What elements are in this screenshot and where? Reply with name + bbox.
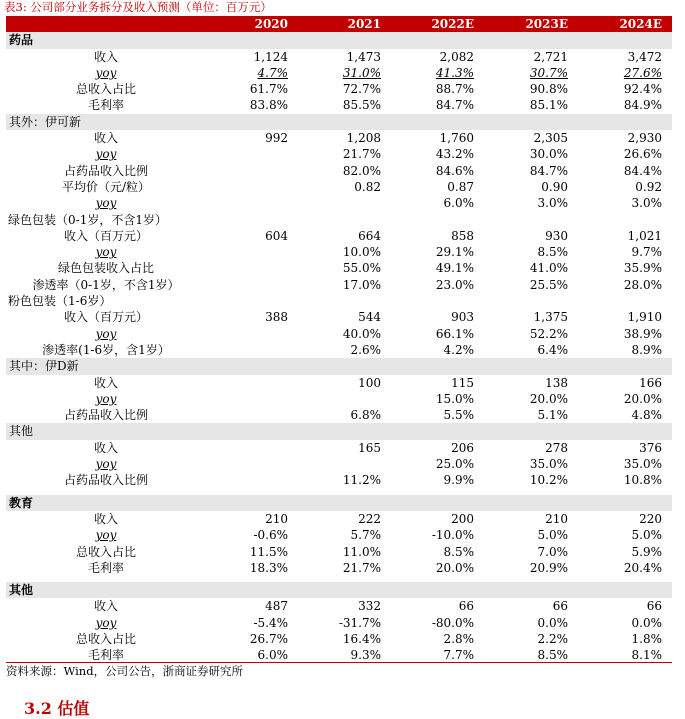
row-label: 总收入占比 [75,544,136,559]
value-cell: 930 [545,228,568,243]
value-cell: 115 [451,375,474,390]
value-cell: -80.0% [431,615,474,630]
value-cell: 2,305 [533,131,568,146]
value-cell: 0.92 [635,179,662,194]
table-row [6,179,672,195]
header-year: 2023E [525,17,568,31]
value-cell: 15.0% [435,391,474,406]
value-cell: 16.4% [342,631,381,646]
value-cell: 0.0% [631,615,662,630]
value-cell: 20.0% [435,560,474,575]
value-cell: 9.7% [631,245,662,260]
value-cell: 1.8% [631,631,662,646]
value-cell: 30.7% [529,65,568,80]
row-label: 粉色包装（1-6岁） [8,294,112,309]
value-cell: 35.9% [623,261,662,276]
value-cell: 8.9% [631,342,662,357]
value-cell: 84.7% [435,98,474,113]
value-cell: 2.6% [350,342,381,357]
value-cell: 8.1% [631,648,662,663]
table-row [6,631,672,647]
section-row [6,582,672,598]
value-cell: 6.0% [443,196,474,211]
value-cell: 210 [545,511,568,526]
value-cell: 26.7% [249,631,288,646]
value-cell: 664 [358,228,381,243]
value-cell: 82.0% [342,163,381,178]
value-cell: 5.7% [350,528,381,543]
value-cell: 11.2% [342,473,381,488]
value-cell: 26.6% [623,147,662,162]
value-cell: 1,021 [627,228,662,243]
value-cell: 1,208 [346,131,381,146]
value-cell: 388 [265,310,288,325]
value-cell: 23.0% [435,277,474,292]
table-row [6,49,672,65]
value-cell: 5.0% [537,528,568,543]
value-cell: 3.0% [631,196,662,211]
value-cell: 4.7% [257,65,288,80]
table-row [6,309,672,325]
section-heading: 3.2 估值 [24,699,90,718]
value-cell: 35.0% [529,457,568,472]
revenue-forecast-table [6,16,672,664]
value-cell: 376 [639,440,662,455]
value-cell: 8.5% [537,648,568,663]
table-row [6,163,672,179]
section-label: 其他 [9,583,34,598]
value-cell: 31.0% [342,65,381,80]
row-label: yoy [95,391,117,406]
value-cell: 66 [646,599,662,614]
value-cell: 40.0% [342,326,381,341]
table-bottom-rule [6,662,672,663]
value-cell: -10.0% [431,528,474,543]
value-cell: 66 [458,599,474,614]
value-cell: 3,472 [627,49,662,64]
table-row [6,293,672,309]
value-cell: 220 [639,511,662,526]
table-row [6,260,672,276]
value-cell: 0.87 [447,179,474,194]
value-cell: 52.2% [529,326,568,341]
row-label: yoy [95,196,117,211]
value-cell: 41.3% [435,65,474,80]
table-row [6,440,672,456]
value-cell: 88.7% [435,82,474,97]
row-label: yoy [95,65,117,80]
table-row [6,598,672,614]
value-cell: 206 [451,440,474,455]
value-cell: 55.0% [342,261,381,276]
section-label: 其中：伊D新 [9,359,79,374]
section-label: 教育 [9,495,34,510]
value-cell: 1,124 [253,49,288,64]
value-cell: 6.8% [350,408,381,423]
value-cell: 21.7% [342,560,381,575]
row-label: 绿色包装（0-1岁，不含1岁） [8,212,167,227]
value-cell: 61.7% [249,82,288,97]
value-cell: 222 [358,511,381,526]
row-label: 总收入占比 [75,82,136,97]
value-cell: 0.90 [541,179,568,194]
value-cell: 10.2% [529,473,568,488]
row-label: 平均价（元/粒） [61,179,151,194]
section-label: 其外：伊可新 [9,114,82,129]
table-row [6,615,672,631]
value-cell: 0.82 [354,179,381,194]
value-cell: 29.1% [435,245,474,260]
table-header-row [6,16,672,32]
value-cell: 200 [451,511,474,526]
row-label: 收入（百万元） [63,310,148,325]
value-cell: 858 [451,228,474,243]
value-cell: 1,910 [627,310,662,325]
row-label: 收入 [93,49,118,64]
table-row [6,326,672,342]
section-label: 其他 [9,424,34,439]
value-cell: 43.2% [435,147,474,162]
table-row [6,81,672,97]
source-note: 资料来源：Wind，公司公告，浙商证券研究所 [6,664,244,678]
value-cell: 10.0% [342,245,381,260]
value-cell: 2,082 [439,49,474,64]
value-cell: 2,721 [533,49,568,64]
value-cell: 17.0% [342,277,381,292]
value-cell: -31.7% [338,615,381,630]
table-row [6,560,672,576]
value-cell: 20.0% [623,391,662,406]
value-cell: 1,760 [439,131,474,146]
row-label: 渗透率（0-1岁，不含1岁） [32,277,180,292]
row-label: 占药品收入比例 [63,473,148,488]
header-year: 2021 [347,17,381,31]
value-cell: 10.8% [623,473,662,488]
row-label: 占药品收入比例 [63,408,148,423]
value-cell: 35.0% [623,457,662,472]
header-year: 2022E [431,17,474,31]
value-cell: 7.7% [443,648,474,663]
value-cell: 5.0% [631,528,662,543]
row-label: 收入 [93,131,118,146]
value-cell: 84.9% [623,98,662,113]
value-cell: 21.7% [342,147,381,162]
value-cell: 84.7% [529,163,568,178]
row-label: 收入 [93,599,118,614]
value-cell: 20.0% [529,391,568,406]
value-cell: 7.0% [537,544,568,559]
table-row [6,195,672,211]
value-cell: 49.1% [435,261,474,276]
value-cell: -5.4% [253,615,288,630]
value-cell: 11.5% [249,544,288,559]
header-year: 2020 [254,17,288,31]
table-row [6,130,672,146]
table-row [6,472,672,488]
value-cell: 992 [265,131,288,146]
value-cell: 72.7% [342,82,381,97]
value-cell: 278 [545,440,568,455]
row-label: 收入（百万元） [63,228,148,243]
row-label: yoy [95,147,117,162]
section-row [6,358,672,374]
section-row [6,32,672,48]
value-cell: 9.3% [350,648,381,663]
value-cell: 38.9% [623,326,662,341]
table-row [6,527,672,543]
value-cell: 2.8% [443,631,474,646]
row-label: yoy [95,528,117,543]
row-label: 收入 [93,440,118,455]
value-cell: 20.4% [623,560,662,575]
table-row [6,277,672,293]
value-cell: 25.0% [435,457,474,472]
value-cell: 903 [451,310,474,325]
value-cell: 1,375 [533,310,568,325]
row-label: 毛利率 [87,560,124,575]
value-cell: 5.9% [631,544,662,559]
table-row [6,212,672,228]
table-caption: 表3: 公司部分业务拆分及收入预测（单位：百万元） [4,0,272,14]
value-cell: 25.5% [529,277,568,292]
value-cell: 8.5% [443,544,474,559]
table-row [6,511,672,527]
row-label: 收入 [93,511,118,526]
value-cell: 9.9% [443,473,474,488]
table-row [6,456,672,472]
row-label: yoy [95,615,117,630]
value-cell: 2,930 [627,131,662,146]
row-label: 总收入占比 [75,631,136,646]
value-cell: 0.0% [537,615,568,630]
row-label: 绿色包装收入占比 [57,261,154,276]
value-cell: 66 [552,599,568,614]
table-row [6,407,672,423]
row-label: 毛利率 [87,98,124,113]
value-cell: 11.0% [342,544,381,559]
value-cell: 18.3% [249,560,288,575]
header-year: 2024E [619,17,662,31]
value-cell: 166 [639,375,662,390]
table-row [6,391,672,407]
section-label: 药品 [9,33,34,48]
value-cell: 487 [265,599,288,614]
value-cell: 100 [358,375,381,390]
value-cell: 85.5% [342,98,381,113]
value-cell: 66.1% [435,326,474,341]
value-cell: 4.8% [631,408,662,423]
value-cell: 1,473 [346,49,381,64]
value-cell: 6.4% [537,342,568,357]
table-row [6,146,672,162]
table-row [6,228,672,244]
value-cell: 92.4% [623,82,662,97]
value-cell: 28.0% [623,277,662,292]
section-row [6,495,672,511]
row-label: yoy [95,457,117,472]
table-row [6,375,672,391]
section-row [6,114,672,130]
table-row [6,342,672,358]
value-cell: 27.6% [623,65,662,80]
row-label: 渗透率(1-6岁，含1岁） [42,342,170,357]
value-cell: 2.2% [537,631,568,646]
value-cell: -0.6% [253,528,288,543]
value-cell: 84.6% [435,163,474,178]
row-label: yoy [95,245,117,260]
value-cell: 84.4% [623,163,662,178]
value-cell: 90.8% [529,82,568,97]
table-row [6,244,672,260]
value-cell: 6.0% [257,648,288,663]
value-cell: 165 [358,440,381,455]
value-cell: 138 [545,375,568,390]
value-cell: 41.0% [529,261,568,276]
value-cell: 544 [358,310,381,325]
row-label: 占药品收入比例 [63,163,148,178]
row-label: 收入 [93,375,118,390]
table-row [6,97,672,113]
section-row [6,423,672,439]
value-cell: 4.2% [443,342,474,357]
value-cell: 604 [265,228,288,243]
value-cell: 332 [358,599,381,614]
value-cell: 30.0% [529,147,568,162]
row-label: yoy [95,326,117,341]
value-cell: 83.8% [249,98,288,113]
row-label: 毛利率 [87,648,124,663]
table-row [6,544,672,560]
value-cell: 8.5% [537,245,568,260]
value-cell: 3.0% [537,196,568,211]
value-cell: 210 [265,511,288,526]
value-cell: 85.1% [529,98,568,113]
table-row [6,65,672,81]
value-cell: 5.5% [443,408,474,423]
value-cell: 20.9% [529,560,568,575]
value-cell: 5.1% [537,408,568,423]
